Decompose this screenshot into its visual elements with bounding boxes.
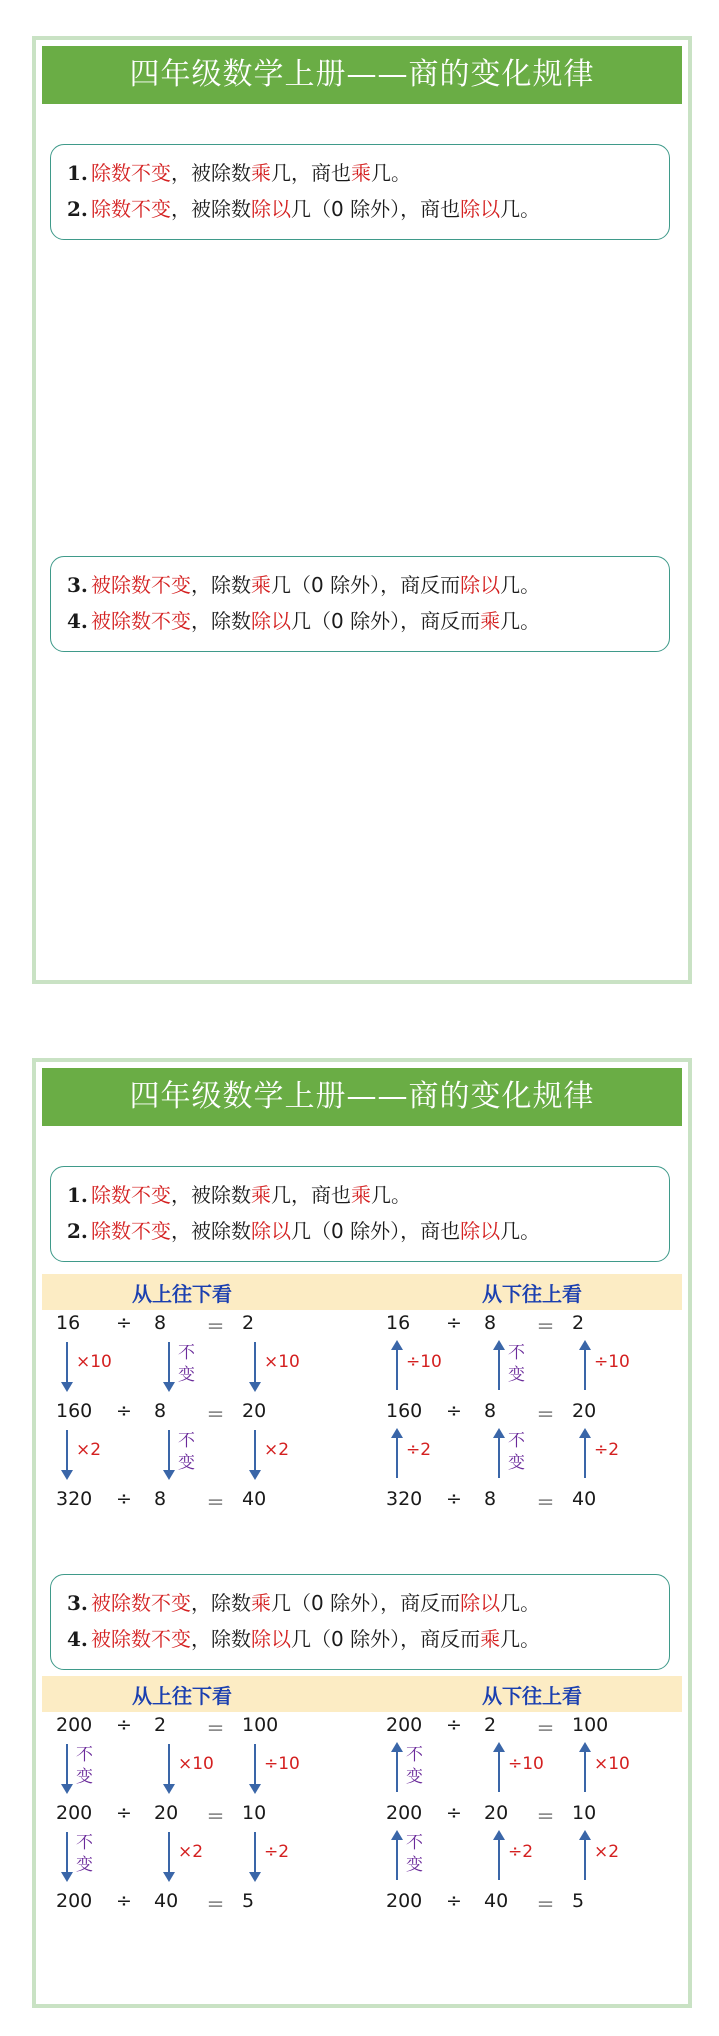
operation-label: ×10 — [264, 1352, 300, 1372]
divide-sign: ÷ — [446, 1312, 462, 1334]
unchanged-label: 不变 — [406, 1745, 423, 1787]
operation-label: ×10 — [594, 1754, 630, 1774]
dividend: 200 — [56, 1890, 93, 1912]
rule-keyword: 除数不变 — [91, 161, 171, 185]
arrow-up-icon — [498, 1430, 500, 1478]
rule-number: 1. — [67, 161, 88, 185]
rule-keyword: 除以 — [251, 1627, 291, 1651]
rule-text: ，除数 — [191, 573, 251, 597]
quotient: 5 — [572, 1890, 585, 1912]
quotient: 20 — [572, 1400, 597, 1422]
unchanged-label: 不变 — [178, 1431, 195, 1473]
arrow-up-icon — [396, 1832, 398, 1880]
dividend: 160 — [56, 1400, 93, 1422]
rule-number: 2. — [67, 197, 88, 221]
rule-keyword: 乘 — [351, 161, 371, 185]
example-group1-top-down — [36, 1312, 356, 1512]
dividend: 16 — [56, 1312, 81, 1334]
rule-keyword: 乘 — [480, 1627, 501, 1651]
view-label-bottom-up-2: 从下往上看 — [482, 1684, 582, 1708]
arrow-down-icon — [66, 1342, 68, 1390]
arrow-down-icon — [254, 1342, 256, 1390]
arrow-down-icon — [168, 1832, 170, 1880]
arrow-down-icon — [168, 1744, 170, 1792]
quotient: 100 — [242, 1714, 279, 1736]
equals-sign: ＝ — [206, 1404, 226, 1426]
quotient: 40 — [572, 1488, 597, 1510]
rule-keyword: 除以 — [460, 1591, 501, 1615]
equals-sign: ＝ — [536, 1718, 556, 1740]
operation-label: ×2 — [264, 1440, 290, 1460]
rule-keyword: 乘 — [351, 1183, 371, 1207]
rule-text: 几（0 除外），商反而 — [271, 1591, 461, 1615]
rule-4 — [67, 605, 669, 641]
example-group2-top-down — [36, 1714, 356, 1914]
divide-sign: ÷ — [116, 1400, 132, 1422]
rule-number: 2. — [67, 1219, 88, 1243]
divisor: 20 — [484, 1802, 509, 1824]
rule-box-1-2 — [50, 144, 670, 240]
rule-keyword: 被除数不变 — [91, 1591, 191, 1615]
operation-label: ÷2 — [594, 1440, 620, 1460]
dividend: 16 — [386, 1312, 411, 1334]
rule-number: 4. — [67, 1627, 88, 1651]
quotient: 10 — [242, 1802, 267, 1824]
divisor: 8 — [484, 1400, 497, 1422]
divisor: 40 — [154, 1890, 179, 1912]
arrow-up-icon — [498, 1744, 500, 1792]
divisor: 20 — [154, 1802, 179, 1824]
arrow-down-icon — [66, 1430, 68, 1478]
divisor: 8 — [154, 1312, 167, 1334]
divisor: 2 — [484, 1714, 497, 1736]
arrow-down-icon — [168, 1342, 170, 1390]
rule-keyword: 乘 — [251, 1591, 271, 1615]
rule-keyword: 除以 — [460, 1219, 501, 1243]
rule-text: ，除数 — [191, 1591, 251, 1615]
equals-sign: ＝ — [536, 1894, 556, 1916]
arrow-down-icon — [254, 1744, 256, 1792]
view-label-top-down: 从上往下看 — [132, 1282, 232, 1306]
dividend: 320 — [56, 1488, 93, 1510]
operation-label: ×2 — [594, 1842, 620, 1862]
rule-number: 3. — [67, 573, 88, 597]
divide-sign: ÷ — [446, 1400, 462, 1422]
operation-label: ×2 — [178, 1842, 204, 1862]
view-label-bottom-up: 从下往上看 — [482, 1282, 582, 1306]
operation-label: ÷10 — [264, 1754, 300, 1774]
divide-sign: ÷ — [446, 1890, 462, 1912]
divide-sign: ÷ — [116, 1802, 132, 1824]
divisor: 8 — [484, 1312, 497, 1334]
equals-sign: ＝ — [206, 1806, 226, 1828]
view-label-top-down-2: 从上往下看 — [132, 1684, 232, 1708]
page-title: 四年级数学上册——商的变化规律 — [42, 46, 682, 104]
rule-keyword: 除以 — [460, 197, 501, 221]
rule-keyword: 乘 — [480, 609, 501, 633]
unchanged-label: 不变 — [508, 1343, 525, 1385]
quotient: 40 — [242, 1488, 267, 1510]
dividend: 200 — [56, 1714, 93, 1736]
operation-label: ×2 — [76, 1440, 102, 1460]
operation-label: ÷10 — [508, 1754, 544, 1774]
arrow-up-icon — [498, 1342, 500, 1390]
rule-text: ，除数 — [191, 609, 251, 633]
rule-number: 4. — [67, 609, 88, 633]
quotient: 20 — [242, 1400, 267, 1422]
rule-keyword: 被除数不变 — [91, 573, 191, 597]
rule-text: 几。 — [500, 1219, 541, 1243]
equals-sign: ＝ — [206, 1492, 226, 1514]
quotient: 5 — [242, 1890, 255, 1912]
rule-text: ，被除数 — [171, 1219, 251, 1243]
quotient: 2 — [242, 1312, 255, 1334]
rule-box-3-4 — [50, 556, 670, 652]
rule-text: ，被除数 — [171, 1183, 251, 1207]
rule-text: 几。 — [371, 1183, 411, 1207]
arrow-down-icon — [254, 1832, 256, 1880]
rule-box-1-2-b — [50, 1166, 670, 1262]
operation-label: ÷10 — [594, 1352, 630, 1372]
divide-sign: ÷ — [446, 1488, 462, 1510]
equals-sign: ＝ — [206, 1894, 226, 1916]
rule-text: 几。 — [371, 161, 411, 185]
divide-sign: ÷ — [446, 1714, 462, 1736]
arrow-up-icon — [498, 1832, 500, 1880]
slide-1 — [32, 36, 692, 984]
dividend: 320 — [386, 1488, 423, 1510]
rule-text: 几。 — [500, 197, 541, 221]
rule-keyword: 除数不变 — [91, 197, 171, 221]
arrow-up-icon — [396, 1744, 398, 1792]
rule-box-3-4-b — [50, 1574, 670, 1670]
unchanged-label: 不变 — [508, 1431, 525, 1473]
dividend: 200 — [56, 1802, 93, 1824]
arrow-down-icon — [66, 1744, 68, 1792]
arrow-down-icon — [168, 1430, 170, 1478]
rule-text: ，被除数 — [171, 197, 251, 221]
example-group2-bottom-up — [366, 1714, 686, 1914]
rule-text: 几（0 除外），商也 — [291, 197, 461, 221]
rule-text: 几（0 除外），商也 — [291, 1219, 461, 1243]
dividend: 160 — [386, 1400, 423, 1422]
rule-text: 几，商也 — [271, 1183, 351, 1207]
rule-keyword: 除以 — [251, 197, 291, 221]
rule-keyword: 乘 — [251, 573, 271, 597]
divisor: 8 — [154, 1488, 167, 1510]
rule-keyword: 除以 — [460, 573, 501, 597]
rule-2 — [67, 193, 669, 229]
rule-text: 几（0 除外），商反而 — [291, 1627, 481, 1651]
page-title-2: 四年级数学上册——商的变化规律 — [42, 1068, 682, 1126]
dividend: 200 — [386, 1802, 423, 1824]
equals-sign: ＝ — [536, 1806, 556, 1828]
rule-keyword: 除数不变 — [91, 1183, 171, 1207]
view-band-1 — [42, 1274, 682, 1310]
divide-sign: ÷ — [116, 1890, 132, 1912]
rule-text: 几（0 除外），商反而 — [271, 573, 461, 597]
quotient: 10 — [572, 1802, 597, 1824]
rule-keyword: 除以 — [251, 1219, 291, 1243]
operation-label: ×10 — [178, 1754, 214, 1774]
rule-number: 1. — [67, 1183, 88, 1207]
divisor: 40 — [484, 1890, 509, 1912]
rule-4 — [67, 1623, 669, 1659]
rule-1 — [67, 1179, 669, 1215]
rule-1 — [67, 157, 669, 193]
operation-label: ÷2 — [406, 1440, 432, 1460]
dividend: 200 — [386, 1714, 423, 1736]
arrow-down-icon — [254, 1430, 256, 1478]
unchanged-label: 不变 — [76, 1833, 93, 1875]
rule-keyword: 被除数不变 — [91, 1627, 191, 1651]
arrow-up-icon — [584, 1744, 586, 1792]
slide-2 — [32, 1058, 692, 2008]
rule-3 — [67, 1587, 669, 1623]
divide-sign: ÷ — [446, 1802, 462, 1824]
divisor: 8 — [484, 1488, 497, 1510]
arrow-down-icon — [66, 1832, 68, 1880]
divisor: 8 — [154, 1400, 167, 1422]
rule-keyword: 除以 — [251, 609, 291, 633]
divide-sign: ÷ — [116, 1488, 132, 1510]
rule-keyword: 被除数不变 — [91, 609, 191, 633]
equals-sign: ＝ — [206, 1316, 226, 1338]
equals-sign: ＝ — [206, 1718, 226, 1740]
operation-label: ×10 — [76, 1352, 112, 1372]
rule-keyword: 除数不变 — [91, 1219, 171, 1243]
divisor: 2 — [154, 1714, 167, 1736]
arrow-up-icon — [396, 1430, 398, 1478]
arrow-up-icon — [584, 1342, 586, 1390]
rule-keyword: 乘 — [251, 1183, 271, 1207]
equals-sign: ＝ — [536, 1404, 556, 1426]
equals-sign: ＝ — [536, 1492, 556, 1514]
rule-keyword: 乘 — [251, 161, 271, 185]
rule-text: 几。 — [500, 1627, 541, 1651]
rule-text: ，除数 — [191, 1627, 251, 1651]
equals-sign: ＝ — [536, 1316, 556, 1338]
rule-text: 几。 — [500, 609, 541, 633]
rule-text: 几（0 除外），商反而 — [291, 609, 481, 633]
operation-label: ÷2 — [508, 1842, 534, 1862]
arrow-up-icon — [396, 1342, 398, 1390]
rule-3 — [67, 569, 669, 605]
arrow-up-icon — [584, 1832, 586, 1880]
rule-text: 几。 — [500, 1591, 541, 1615]
unchanged-label: 不变 — [76, 1745, 93, 1787]
quotient: 2 — [572, 1312, 585, 1334]
dividend: 200 — [386, 1890, 423, 1912]
quotient: 100 — [572, 1714, 609, 1736]
rule-text: 几。 — [500, 573, 541, 597]
operation-label: ÷2 — [264, 1842, 290, 1862]
divide-sign: ÷ — [116, 1312, 132, 1334]
divide-sign: ÷ — [116, 1714, 132, 1736]
view-band-2 — [42, 1676, 682, 1712]
unchanged-label: 不变 — [178, 1343, 195, 1385]
rule-number: 3. — [67, 1591, 88, 1615]
arrow-up-icon — [584, 1430, 586, 1478]
rule-text: ，被除数 — [171, 161, 251, 185]
operation-label: ÷10 — [406, 1352, 442, 1372]
rule-text: 几，商也 — [271, 161, 351, 185]
rule-2 — [67, 1215, 669, 1251]
unchanged-label: 不变 — [406, 1833, 423, 1875]
example-group1-bottom-up — [366, 1312, 686, 1512]
